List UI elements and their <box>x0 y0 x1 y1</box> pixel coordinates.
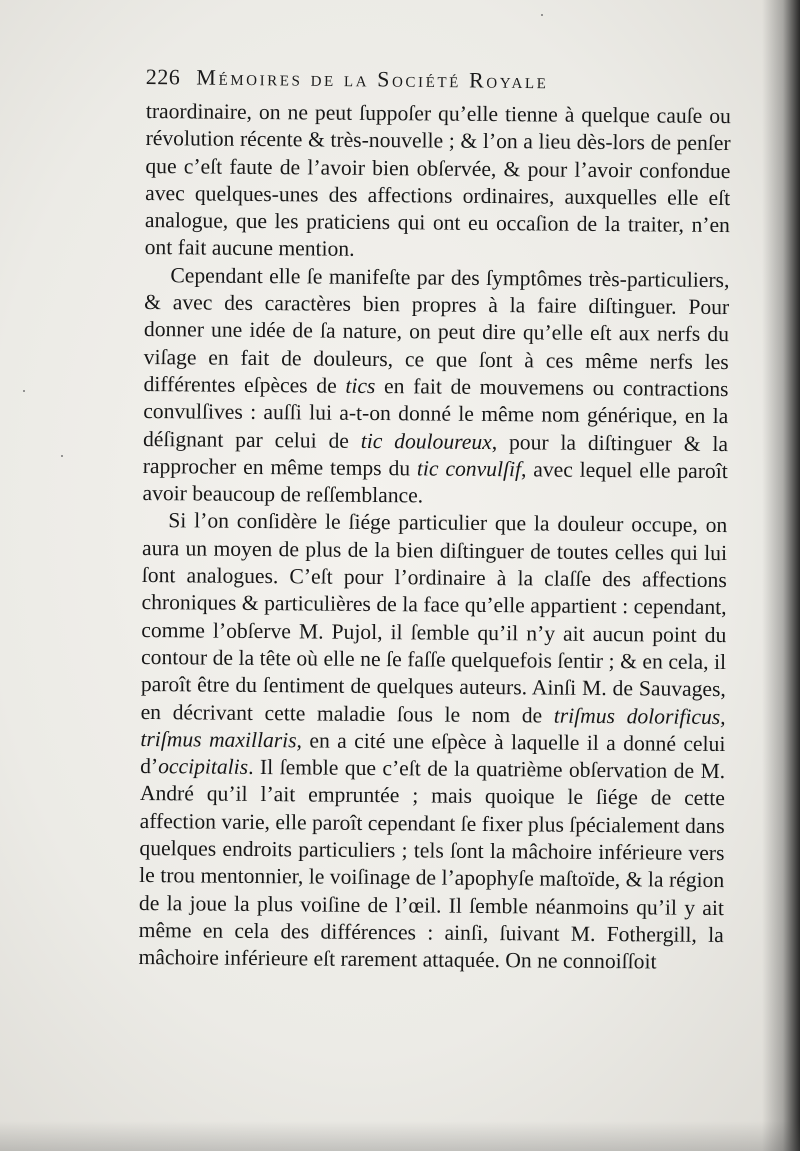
text-run: , en a cité une eſpèce à laquelle il a donné celui d’ <box>140 728 726 779</box>
text-run: Cependant elle ſe manifeſte par des ſymptômes très-particuliers, & avec des caractères bien propres à la faire diſtinguer. Pour donner une idée de ſa nature, on peut dire qu’elle eſt aux nerfs du viſage en fait de douleurs, ce que ſont à ces même nerfs les différentes eſpèces de <box>143 263 730 398</box>
italic-term: tics <box>345 373 376 398</box>
italic-term: occipitalis <box>158 754 249 780</box>
page-bottom-shadow <box>0 1121 800 1151</box>
paragraph <box>142 262 729 513</box>
italic-term: triſmus dolorificus, triſmus maxillaris <box>140 703 726 753</box>
paper-speck <box>61 455 63 457</box>
page-number: 226 <box>145 64 181 90</box>
body-text <box>138 98 731 977</box>
paper-speck <box>541 14 543 16</box>
italic-term: tic convulſif <box>416 456 522 482</box>
text-run: , pour la diſtinguer & la rapprocher en même temps du <box>142 429 729 481</box>
text-run: , avec lequel elle paroît avoir beaucoup de reſſemblance. <box>142 457 728 508</box>
running-header <box>146 64 746 96</box>
page-edge-shadow <box>762 0 800 1151</box>
text-run: en fait de mouvemens ou contractions convulſives : auſſi lui a-t-on donné le même nom générique, en la déſignant par celui de <box>142 373 729 453</box>
paragraph: traordinaire, on ne peut ſuppoſer qu’elle tienne à quelque cauſe ou révolution récente & très-nouvelle ; & l’on a lieu dès-lors de penſer que c’eſt faute de l’avoir bien obſervée, & pour l’avoir confondue avec quelques-unes des affections ordinaires, auxquelles elle eſt analogue, que les praticiens qui ont eu occaſion de la traiter, n’en ont fait aucune mention. <box>144 98 731 262</box>
text-run: . Il ſemble que c’eſt de la quatrième obſervation de M. André qu’il l’ait empruntée ; mais quoique le ſiége de cette affection varie, elle paroît cependant ſe fixer plus ſpécialement dans quelques endroits particuliers ; tels ſont la mâchoire inférieure vers le trou mentonnier, le voiſinage de l’apophyſe maſtoïde, & la région de la joue la plus voiſine de l’œil. Il ſemble néanmoins qu’il y ait même en cela des différences : ainſi, ſuivant M. Fothergill, la mâchoire inférieure eſt rarement attaquée. On ne connoiſſoit <box>138 755 726 974</box>
running-title: Mémoires de la Société Royale <box>196 64 549 94</box>
text-run: Si l’on conſidère le ſiége particulier que la douleur occupe, on aura un moyen de plus de la bien diſtinguer de toutes celles qui lui ſont analogues. C’eſt pour l’ordinaire à la claſſe des affections chroniques & particulières de la face qu’elle appartient : cependant, comme l’obſerve M. Pujol, il ſemble qu’il n’y ait aucun point du contour de la tête où elle ne ſe faſſe quelquefois ſentir ; & en cela, il paroît être du ſentiment de quelques auteurs. Ainſi M. de Sauvages, en décrivant cette maladie ſous le nom de <box>140 508 728 728</box>
paragraph <box>138 507 727 976</box>
paper-speck <box>23 390 25 392</box>
italic-term: tic douloureux <box>360 428 492 454</box>
